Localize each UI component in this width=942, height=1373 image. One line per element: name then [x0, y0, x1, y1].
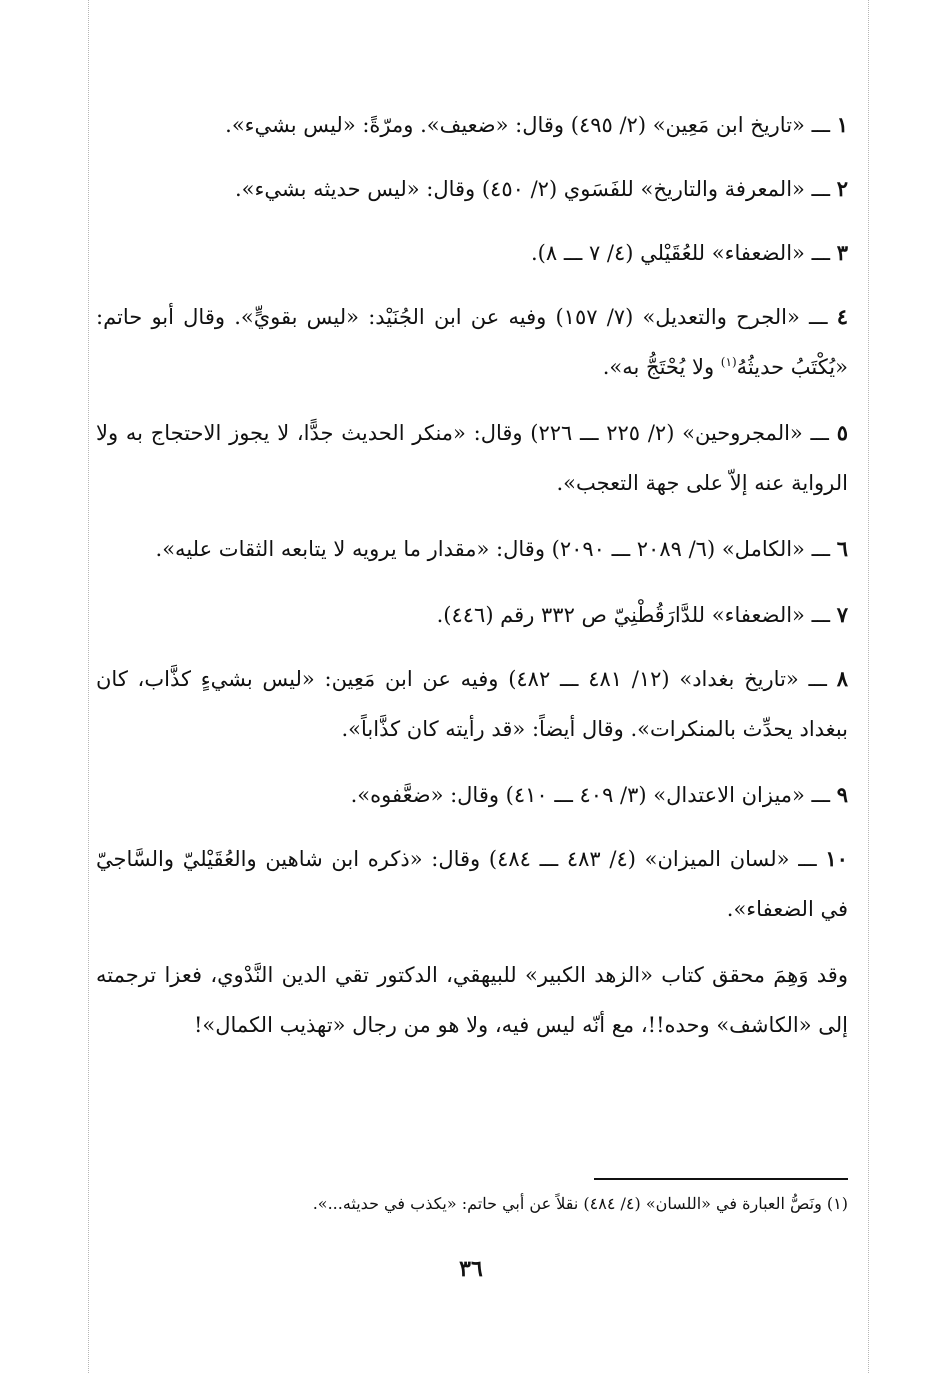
reference-entry-3	[96, 228, 848, 278]
entry-text: ـــ «تاريخ بغداد» (١٢/ ٤٨١ ـــ ٤٨٢) وفيه عن ابن مَعِين: «ليس بشيءٍ كذَّاب، كان ببغداد يحدِّث بالمنكرات». وقال أيضاً: «قد رأيته كان كذَّاباً».	[96, 667, 848, 741]
reference-entry-8	[96, 654, 848, 754]
entry-text: ـــ «تاريخ ابن مَعِين» (٢/ ٤٩٥) وقال: «ضعيف». ومرّةً: «ليس بشيء».	[225, 113, 831, 137]
entry-text: ـــ «الضعفاء» للعُقَيْلي (٤/ ٧ ـــ ٨).	[530, 241, 831, 265]
entry-text: ـــ «الجرح والتعديل» (٧/ ١٥٧) وفيه عن ابن الجُنَيْد: «ليس بقويٍّ». وقال أبو حاتم: «يُكْتَبُ حديثُهُ	[96, 305, 848, 379]
entry-number: ١	[836, 112, 848, 137]
entry-text: ـــ «لسان الميزان» (٤/ ٤٨٣ ـــ ٤٨٤) وقال: «ذكره ابن شاهين والعُقَيْليّ والسَّاجيّ في الضعفاء».	[96, 847, 848, 921]
entry-number: ٢	[836, 176, 848, 201]
entry-text: ـــ «المعرفة والتاريخ» للفَسَوي (٢/ ٤٥٠) وقال: «ليس حديثه بشيء».	[234, 177, 831, 201]
entry-text: ـــ «ميزان الاعتدال» (٣/ ٤٠٩ ـــ ٤١٠) وقال: «ضعَّفوه».	[350, 783, 831, 807]
reference-entry-5	[96, 408, 848, 508]
footnote	[96, 1188, 848, 1220]
reference-entry-2	[96, 164, 848, 214]
entry-number: ٩	[836, 782, 848, 807]
entry-number: ٧	[836, 602, 848, 627]
entry-number: ٤	[836, 304, 848, 329]
closing-paragraph: وقد وَهِمَ محقق كتاب «الزهد الكبير» للبيهقي، الدكتور تقي الدين النَّدْوي، فعزا ترجمته إلى «الكاشف» وحده!!، مع أنّه ليس فيه، ولا هو من رجال «تهذيب الكمال»!	[96, 963, 848, 1037]
reference-entry-7	[96, 590, 848, 640]
entry-text: ـــ «الضعفاء» للدَّارَقُطْنِيّ ص ٣٣٢ رقم (٤٤٦).	[436, 603, 831, 627]
footnote-text: ونَصُّ العبارة في «اللسان» (٤/ ٤٨٤) نقلاً عن أبي حاتم: «يكذب في حديثه...».	[312, 1194, 822, 1213]
entry-number: ٦	[836, 536, 848, 561]
reference-entry-6	[96, 524, 848, 574]
footnote-divider	[594, 1178, 848, 1180]
entry-number: ٣	[836, 240, 848, 265]
reference-entry-1	[96, 100, 848, 150]
reference-entry-10	[96, 834, 848, 934]
right-margin-guide	[868, 0, 869, 1373]
main-text	[96, 100, 848, 1050]
entry-text-continued: ولا يُحْتَجُّ به».	[602, 355, 721, 379]
entry-text: ـــ «المجروحين» (٢/ ٢٢٥ ـــ ٢٢٦) وقال: «منكر الحديث جدًّا، لا يجوز الاحتجاج به ولا الرواية عنه إلاّ على جهة التعجب».	[96, 421, 848, 495]
entry-text: ـــ «الكامل» (٦/ ٢٠٨٩ ـــ ٢٠٩٠) وقال: «مقدار ما يرويه لا يتابعه الثقات عليه».	[155, 537, 831, 561]
footnote-marker: (١)	[826, 1194, 848, 1213]
left-margin-guide	[88, 0, 89, 1373]
entry-number: ٨	[836, 666, 848, 691]
page-number: ٣٦	[459, 1256, 483, 1282]
footnote-reference: (١)	[720, 355, 737, 369]
entry-number: ١٠	[825, 846, 848, 871]
reference-entry-9	[96, 770, 848, 820]
entry-number: ٥	[836, 420, 848, 445]
reference-entry-4	[96, 292, 848, 392]
